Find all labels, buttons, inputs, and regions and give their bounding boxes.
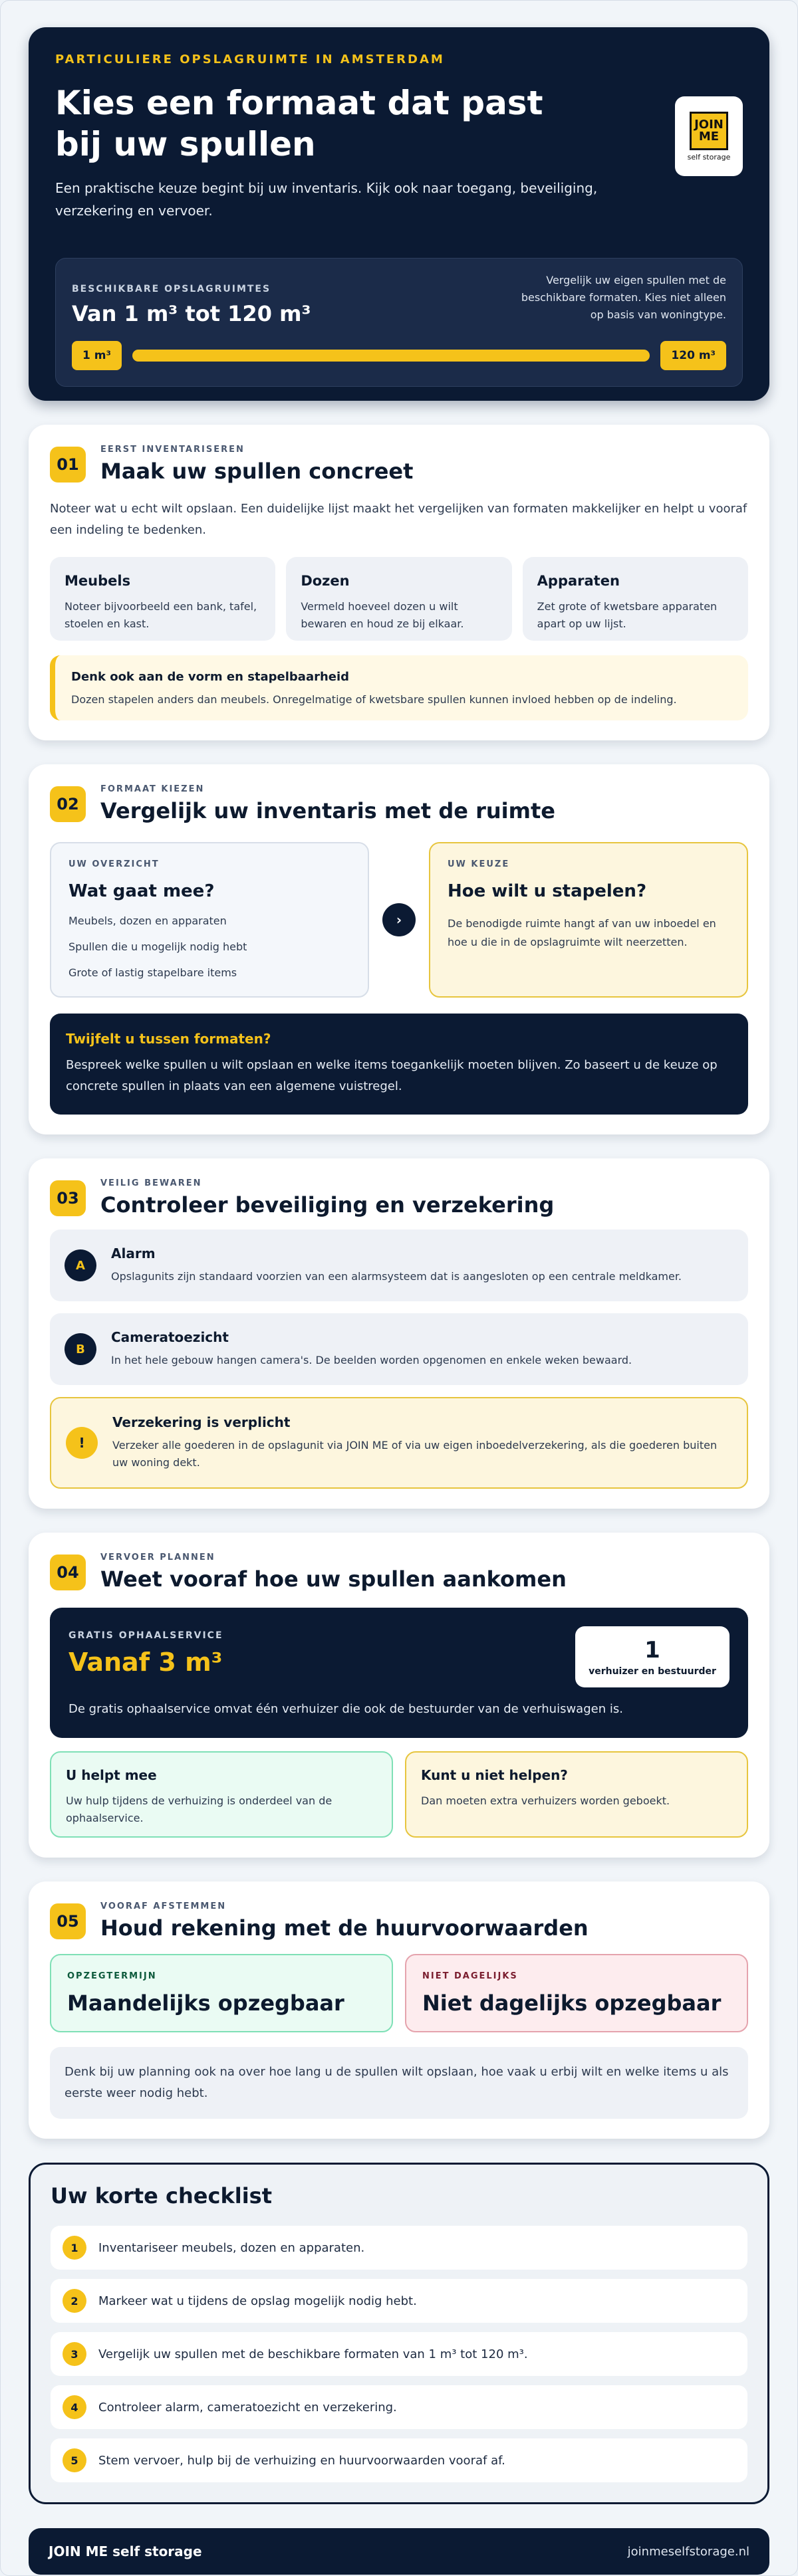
terms-row [50, 1954, 748, 2032]
feature-text: Opslagunits zijn standaard voorzien van een alarmsysteem dat is aangesloten op een centrale meldkamer. [111, 1270, 682, 1283]
range-note: Vergelijk uw eigen spullen met de beschikbare formaten. Kies niet alleen op basis van woningtype. [521, 274, 726, 321]
tile-text: Vermeld hoeveel dozen u wilt bewaren en houd ze bij elkaar. [301, 600, 464, 630]
step-header [50, 784, 748, 823]
checklist-number: 4 [63, 2395, 86, 2419]
step-eyebrow: FORMAAT KIEZEN [100, 784, 205, 794]
checklist-number: 5 [63, 2448, 86, 2472]
step-header [50, 445, 748, 484]
hero-title: Kies een formaat dat past bij uw spullen [55, 84, 543, 163]
step-title: Weet vooraf hoe uw spullen aankomen [100, 1566, 567, 1592]
checklist-number: 1 [63, 2236, 86, 2260]
tile-title: Apparaten [537, 573, 620, 589]
stacking-notice [50, 655, 748, 720]
service-eyebrow: GRATIS OPHAALSERVICE [68, 1630, 223, 1641]
help-no-box [405, 1751, 748, 1838]
list-item: Spullen die u mogelijk nodig hebt [68, 940, 247, 953]
counter-label: verhuizer en bestuurder [589, 1666, 716, 1677]
step-eyebrow: VEILIG BEWAREN [100, 1178, 202, 1188]
choice-text: De benodigde ruimte hangt af van uw inboedel en hoe u die in de opslagruimte wilt neerzetten. [448, 917, 716, 948]
warning-title: Verzekering is verplicht [112, 1414, 291, 1430]
step-title: Controleer beveiliging en verzekering [100, 1192, 555, 1218]
term-eyebrow: OPZEGTERMIJN [67, 1971, 157, 1981]
step-number: 04 [50, 1555, 86, 1590]
step-header [50, 1553, 748, 1592]
range-max-chip: 120 m³ [660, 341, 726, 370]
pickup-service-panel [50, 1608, 748, 1738]
overview-title: Wat gaat mee? [68, 881, 215, 901]
doubt-text: Bespreek welke spullen u wilt opslaan en welke items toegankelijk moeten blijven. Zo baseert u de keuze op concrete spullen in plaats van een algemene vuistregel. [66, 1058, 718, 1093]
notice-title: Denk ook aan de vorm en stapelbaarheid [71, 670, 350, 684]
storage-range-panel [55, 258, 743, 387]
term-not-daily [405, 1954, 748, 2032]
list-item: Meubels, dozen en apparaten [68, 914, 227, 927]
help-options [50, 1751, 748, 1838]
checklist-text: Inventariseer meubels, dozen en apparaten. [98, 2240, 365, 2255]
tile-furniture [50, 557, 275, 641]
step-inventory-card [29, 425, 769, 740]
feature-title: Cameratoezicht [111, 1329, 229, 1345]
step-number: 05 [50, 1903, 86, 1939]
range-label: BESCHIKBARE OPSLAGRUIMTES [72, 284, 271, 294]
logo-subtitle: self storage [687, 152, 731, 161]
inventory-tiles [50, 557, 748, 641]
term-title: Niet dagelijks opzegbaar [422, 1990, 722, 2016]
checklist-text: Controleer alarm, cameratoezicht en verzekering. [98, 2400, 397, 2415]
term-title: Maandelijks opzegbaar [67, 1990, 344, 2016]
footer-brand: JOIN ME self storage [49, 2543, 202, 2559]
step-header [50, 1178, 748, 1218]
checklist-item [51, 2438, 747, 2482]
choice-title: Hoe wilt u stapelen? [448, 881, 647, 901]
checklist-title: Uw korte checklist [51, 2183, 272, 2208]
compare-row [50, 842, 748, 998]
warning-text: Verzeker alle goederen in de opslagunit via JOIN ME of via uw eigen inboedelverzekering, als die goederen buiten uw woning dekt. [112, 1439, 718, 1469]
term-monthly [50, 1954, 393, 2032]
choice-box [429, 842, 748, 998]
overview-list [68, 914, 350, 979]
help-no-text: Dan moeten extra verhuizers worden geboekt. [421, 1794, 670, 1807]
step-compare-card [29, 764, 769, 1134]
hero-eyebrow: PARTICULIERE OPSLAGRUIMTE IN AMSTERDAM [55, 53, 445, 66]
mover-counter [575, 1626, 730, 1687]
overview-eyebrow: UW OVERZICHT [68, 859, 160, 869]
checklist-text: Stem vervoer, hulp bij de verhuizing en huurvoorwaarden vooraf af. [98, 2453, 505, 2468]
hero-banner [29, 27, 769, 401]
feature-text: In het hele gebouw hangen camera's. De beelden worden opgenomen en enkele weken bewaard. [111, 1354, 632, 1366]
planning-note: Denk bij uw planning ook na over hoe lang u de spullen wilt opslaan, hoe vaak u erbij wilt en welke items u als eerste weer nodig hebt. [50, 2047, 748, 2119]
service-value: Vanaf 3 m³ [68, 1648, 223, 1677]
list-item: Grote of lastig stapelbare items [68, 966, 237, 979]
step-title: Houd rekening met de huurvoorwaarden [100, 1915, 589, 1941]
footer [29, 2528, 769, 2575]
step-title: Maak uw spullen concreet [100, 459, 414, 484]
checklist-text: Vergelijk uw spullen met de beschikbare formaten van 1 m³ tot 120 m³. [98, 2347, 528, 2361]
step-intro: Noteer wat u echt wilt opslaan. Een duidelijke lijst maakt het vergelijken van formaten makkelijker en helpt u vooraf een indeling te bedenken. [50, 502, 747, 537]
step-number: 01 [50, 447, 86, 483]
tile-text: Noteer bijvoorbeeld een bank, tafel, stoelen en kast. [65, 600, 257, 630]
checklist-item [51, 2332, 747, 2376]
step-terms-card [29, 1881, 769, 2139]
tile-appliances [523, 557, 748, 641]
term-eyebrow: NIET DAGELIJKS [422, 1971, 518, 1981]
help-yes-box [50, 1751, 393, 1838]
badge-b: B [65, 1333, 96, 1365]
help-no-title: Kunt u niet helpen? [421, 1767, 568, 1783]
overview-box [50, 842, 369, 998]
help-yes-title: U helpt mee [66, 1767, 157, 1783]
hero-subtitle: Een praktische keuze begint bij uw inventaris. Kijk ook naar toegang, beveiliging, verzekering en vervoer. [55, 180, 598, 219]
brand-logo[interactable] [675, 96, 743, 176]
insurance-warning [50, 1397, 748, 1489]
range-track [132, 350, 650, 362]
doubt-banner [50, 1014, 748, 1115]
warning-icon: ! [66, 1427, 98, 1459]
tile-title: Dozen [301, 573, 350, 589]
service-note: De gratis ophaalservice omvat één verhuizer die ook de bestuurder van de verhuiswagen is. [68, 1702, 623, 1716]
feature-camera [50, 1313, 748, 1385]
checklist-number: 2 [63, 2289, 86, 2313]
notice-text: Dozen stapelen anders dan meubels. Onregelmatige of kwetsbare spullen kunnen invloed hebben op de indeling. [71, 693, 677, 706]
badge-a: A [65, 1249, 96, 1281]
step-header [50, 1901, 748, 1941]
help-yes-text: Uw hulp tijdens de verhuizing is onderdeel van de ophaalservice. [66, 1794, 332, 1824]
tile-text: Zet grote of kwetsbare apparaten apart op uw lijst. [537, 600, 718, 630]
range-min-chip: 1 m³ [72, 341, 122, 370]
feature-title: Alarm [111, 1245, 156, 1261]
logo-mark: JOIN ME [690, 112, 728, 150]
chevron-right-icon: › [382, 903, 416, 936]
step-transport-card [29, 1533, 769, 1858]
footer-website-link[interactable]: joinmeselfstorage.nl [627, 2544, 749, 2559]
counter-number: 1 [644, 1637, 660, 1664]
tile-boxes [286, 557, 511, 641]
feature-alarm [50, 1230, 748, 1301]
tile-title: Meubels [65, 573, 131, 589]
checklist-number: 3 [63, 2342, 86, 2366]
step-eyebrow: VOORAF AFSTEMMEN [100, 1901, 227, 1911]
step-number: 03 [50, 1180, 86, 1216]
checklist [29, 2163, 769, 2504]
doubt-title: Twijfelt u tussen formaten? [66, 1031, 271, 1047]
step-eyebrow: EERST INVENTARISEREN [100, 445, 245, 455]
checklist-text: Markeer wat u tijdens de opslag mogelijk nodig hebt. [98, 2294, 417, 2308]
checklist-item [51, 2226, 747, 2270]
step-title: Vergelijk uw inventaris met de ruimte [100, 798, 555, 823]
checklist-item [51, 2279, 747, 2323]
step-security-card [29, 1158, 769, 1509]
range-value: Van 1 m³ tot 120 m³ [72, 301, 311, 326]
choice-eyebrow: UW KEUZE [448, 859, 510, 869]
range-bar [72, 341, 726, 370]
step-number: 02 [50, 786, 86, 822]
checklist-item [51, 2385, 747, 2429]
step-eyebrow: VERVOER PLANNEN [100, 1553, 215, 1562]
